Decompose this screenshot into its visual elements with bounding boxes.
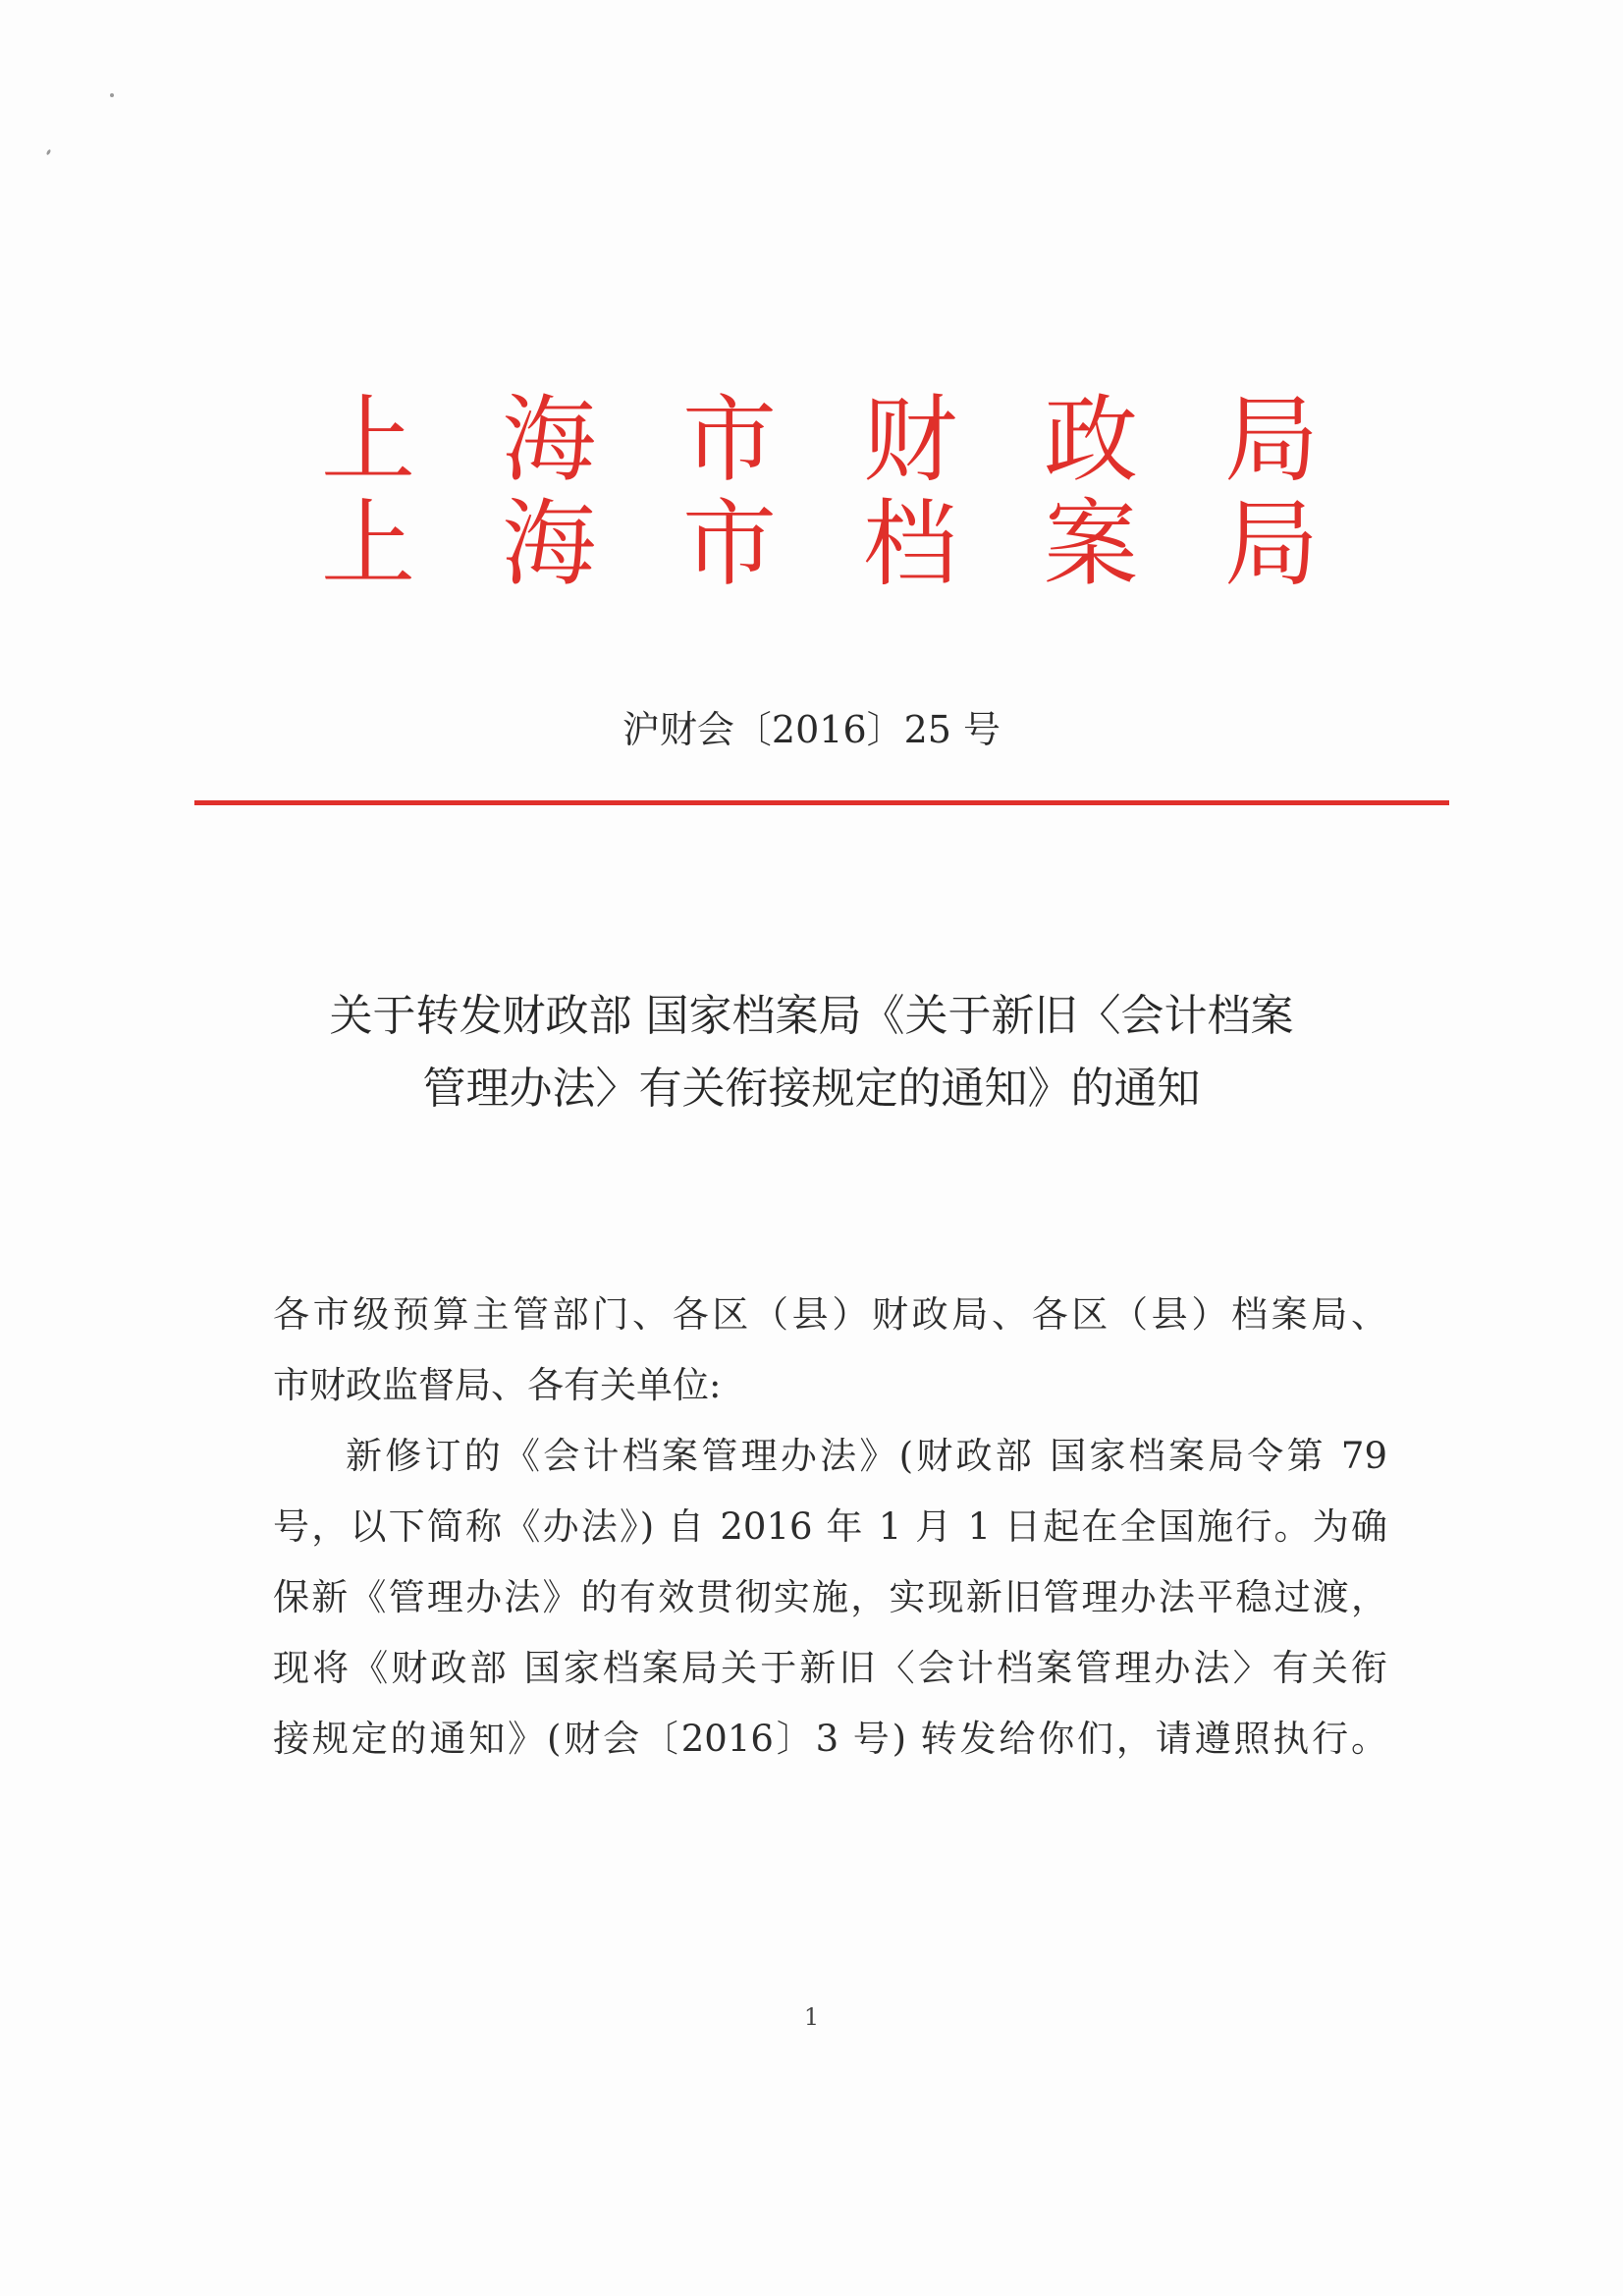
- red-divider-line: [194, 800, 1449, 805]
- issuer-line-finance-bureau: [319, 385, 1321, 495]
- scan-speck: [110, 93, 114, 97]
- issuer-char: 局: [1224, 385, 1319, 495]
- paragraph-line: 接规定的通知》(财会〔2016〕3 号) 转发给你们，请遵照执行。: [273, 1718, 1387, 1760]
- paragraph-line: 现将《财政部 国家档案局关于新旧〈会计档案管理办法〉有关衔: [273, 1647, 1387, 1689]
- issuer-char: 政: [1044, 385, 1138, 495]
- document-title-line-1: 关于转发财政部 国家档案局《关于新旧〈会计档案: [329, 991, 1294, 1041]
- salutation-line: 各市级预算主管部门、各区（县）财政局、各区（县）档案局、: [273, 1293, 1387, 1336]
- issuer-char: 局: [1224, 489, 1319, 599]
- issuer-char: 档: [863, 489, 957, 599]
- issuer-char: 上: [321, 385, 415, 495]
- paragraph-line: 保新《管理办法》的有效贯彻实施，实现新旧管理办法平稳过渡，: [273, 1576, 1387, 1618]
- salutation-line: 市财政监督局、各有关单位:: [273, 1364, 722, 1406]
- issuer-char: 上: [321, 489, 415, 599]
- page-number: 1: [803, 2003, 820, 2031]
- issuer-char: 海: [502, 385, 596, 495]
- issuer-char: 海: [502, 489, 596, 599]
- document-number: 沪财会〔2016〕25 号: [622, 708, 1001, 751]
- paragraph-line: 新修订的《会计档案管理办法》(财政部 国家档案局令第 79: [346, 1435, 1387, 1477]
- scan-speck: [46, 149, 52, 156]
- paragraph-line: 号，以下简称《办法》) 自 2016 年 1 月 1 日起在全国施行。为确: [273, 1505, 1387, 1548]
- issuer-char: 财: [863, 385, 957, 495]
- issuer-char: 市: [682, 489, 777, 599]
- document-title-line-2: 管理办法〉有关衔接规定的通知》的通知: [422, 1064, 1201, 1114]
- salutation: [273, 1280, 1387, 1421]
- body-paragraph: [273, 1421, 1387, 1775]
- issuer-char: 市: [682, 385, 777, 495]
- issuer-char: 案: [1044, 489, 1138, 599]
- issuer-line-archives-bureau: [319, 489, 1321, 599]
